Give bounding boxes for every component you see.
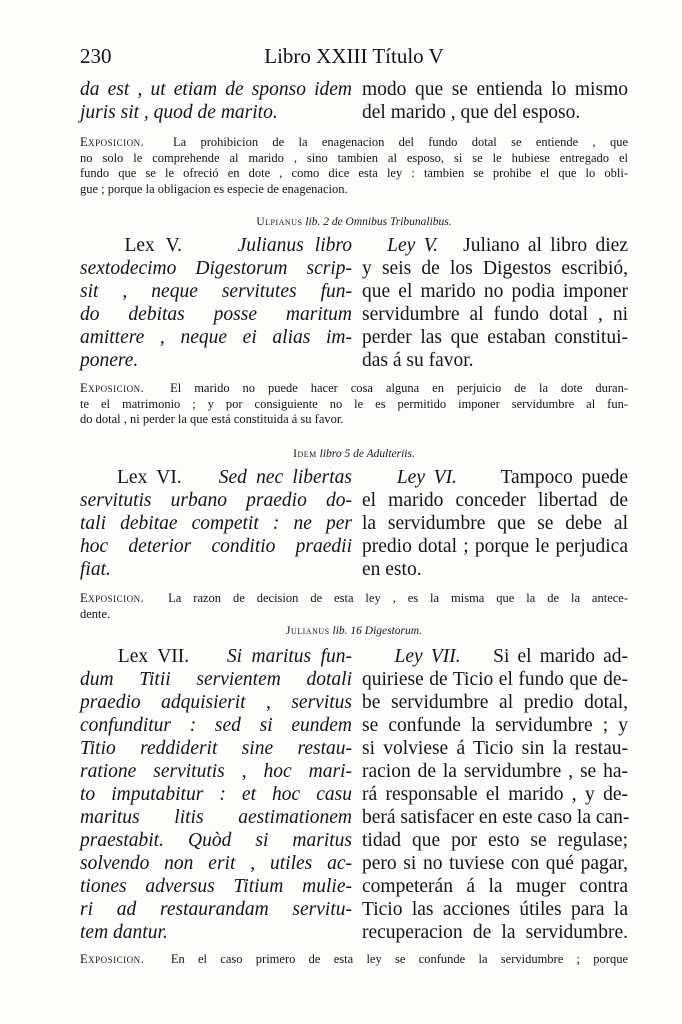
lex-heading: Lex VII. (117, 646, 190, 667)
spanish-text: Tampoco puede (500, 467, 629, 488)
spanish-line: del marido , que del esposo. (362, 102, 581, 123)
exposition-line: dente. (80, 606, 111, 621)
latin-line (80, 234, 352, 257)
spanish-line: competerán á la muger contra (362, 876, 628, 897)
latin-line: sit , neque servitutes fun- (80, 281, 352, 302)
latin-line: tem dantur. (80, 922, 168, 943)
latin-line (80, 466, 352, 489)
spanish-line: tidad que por esto se regulase; (362, 830, 628, 851)
ley-heading: Ley VII. (394, 646, 461, 667)
latin-line: tiones adversus Titium mulie- (80, 876, 352, 897)
latin-text: Julianus libro (237, 235, 353, 256)
spanish-line: si volviese á Ticio sin la restau- (362, 738, 628, 759)
latin-line: ri ad restaurandam servitu- (80, 899, 352, 920)
latin-line (80, 645, 352, 668)
exposition-label: Exposicion. (80, 591, 145, 605)
exposition-line (80, 952, 628, 968)
exposition-text: La prohibicion de la enagenacion del fundo dotal se entiende , que (172, 135, 628, 149)
latin-column (80, 466, 352, 581)
spanish-line: predio dotal ; porque le perjudica (362, 536, 628, 557)
exposition-text: El marido no puede hacer cosa alguna en perjuicio de la dote duran- (170, 381, 629, 395)
spanish-line: en esto. (362, 559, 422, 580)
exposition-3 (80, 591, 628, 622)
exposition-label: Exposicion. (80, 952, 145, 966)
spanish-text: Si el marido ad- (493, 646, 628, 667)
spanish-line: quiriese de Ticio el fundo que de- (362, 669, 628, 690)
latin-line: fiat. (80, 559, 111, 580)
spanish-line: y seis de los Digestos escribió, (362, 258, 628, 279)
source-citation (80, 448, 628, 460)
latin-line: solvendo non erit , utiles ac- (80, 853, 352, 874)
latin-line: tali debitae competit : ne per (80, 513, 352, 534)
latin-line: sextodecimo Digestorum scrip- (80, 258, 352, 279)
latin-line: to imputabitur : et hoc casu (80, 784, 352, 805)
exposition-4 (80, 952, 628, 968)
source-work: lib. 2 de Omnibus Tribunalibus. (305, 216, 452, 228)
spanish-text: Juliano al libro diez (463, 235, 628, 256)
spanish-line: be servidumbre al predio dotal, (362, 692, 628, 713)
latin-column (80, 645, 352, 944)
latin-line: do debitas posse maritum (80, 304, 352, 325)
spanish-line (362, 466, 628, 489)
exposition-text: En el caso primero de esta ley se confunde la servidumbre ; porque (170, 952, 629, 966)
spanish-column (362, 466, 628, 581)
spanish-line: modo que se entienda lo mismo (362, 79, 628, 100)
page-header (80, 44, 628, 70)
latin-line: Titio reddiderit sine restau- (80, 738, 352, 759)
source-author: Ulpianus (256, 216, 303, 228)
latin-line: ratione servitutis , hoc mari- (80, 761, 352, 782)
latin-line: ponere. (80, 350, 139, 371)
latin-line: da est , ut etiam de sponso idem (80, 79, 352, 100)
source-citation (80, 216, 628, 228)
exposition-text: La razon de decision de esta ley , es la misma que la de la antece- (168, 591, 629, 605)
source-work: libro 5 de Adulteriis. (319, 448, 415, 460)
spanish-column (362, 78, 628, 124)
latin-line: dum Titii servientem dotali (80, 669, 352, 690)
exposition-line: gue ; porque la obligacion es especie de enagenacion. (80, 181, 348, 196)
spanish-line: se confunde la servidumbre ; y (362, 715, 628, 736)
latin-line: hoc deterior conditio praedii (80, 536, 352, 557)
exposition-line: fundo que se le ofreció en dote , como dice esta ley : tambien se prohibe el que lo obli- (80, 166, 628, 180)
exposition-1 (80, 135, 628, 197)
latin-line: maritus litis aestimationem (80, 807, 352, 828)
exposition-line (80, 381, 628, 397)
spanish-line (362, 234, 628, 257)
exposition-line (80, 135, 628, 151)
lex-heading: Lex V. (124, 235, 183, 256)
spanish-line: pero si no tuviese con qué pagar, (362, 853, 628, 874)
spanish-line: Ticio las acciones útiles para la (362, 899, 628, 920)
latin-line: juris sit , quod de marito. (80, 102, 278, 123)
latin-line: confunditur : sed si eundem (80, 715, 352, 736)
spanish-column (362, 645, 628, 944)
spanish-line: servidumbre al fundo dotal , ni (362, 304, 628, 325)
source-author: Idem (293, 448, 317, 460)
spanish-line: rá responsable el marido , y de- (362, 784, 628, 805)
running-title: Libro XXIII Título V (264, 44, 444, 68)
exposition-label: Exposicion. (80, 381, 145, 395)
latin-column (80, 78, 352, 124)
ley-heading: Ley VI. (396, 467, 457, 488)
page-number: 230 (80, 44, 112, 68)
exposition-line (80, 591, 628, 607)
spanish-line: berá satisfacer en este caso la can- (362, 807, 630, 828)
spanish-line: recuperacion de la servidumbre. (362, 922, 628, 943)
latin-text: Sed nec libertas (218, 467, 353, 488)
exposition-2 (80, 381, 628, 428)
spanish-line: racion de la servidumbre , se ha- (362, 761, 628, 782)
source-citation (80, 625, 628, 637)
spanish-line (362, 645, 628, 668)
exposition-line: te el matrimonio ; y por consiguiente no le es permitido imponer servidumbre al fun- (80, 396, 628, 411)
source-author: Julianus (286, 625, 330, 637)
spanish-line: perder las que estaban constitui- (362, 327, 628, 348)
latin-column (80, 234, 352, 372)
latin-line: praestabit. Quòd si maritus (80, 830, 352, 851)
latin-text: Si maritus fun- (226, 646, 352, 667)
lex-heading: Lex VI. (117, 467, 182, 488)
latin-line: praedio adquisierit , servitus (80, 692, 352, 713)
latin-line: amittere , neque ei alias im- (80, 327, 352, 348)
exposition-line: no solo le comprehende al marido , sino tambien al esposo, si se le hubiese entregado el (80, 150, 628, 165)
ley-heading: Ley V. (387, 235, 438, 256)
spanish-line: el marido conceder libertad de (362, 490, 628, 511)
spanish-column (362, 234, 628, 372)
exposition-line: do dotal , ni perder la que está constituida á su favor. (80, 412, 344, 426)
spanish-line: das á su favor. (362, 350, 474, 371)
exposition-label: Exposicion. (80, 135, 145, 149)
latin-line: servitutis urbano praedio do- (80, 490, 352, 511)
spanish-line: que el marido no podia imponer (362, 281, 628, 302)
spanish-line: la servidumbre que se debe al (362, 513, 628, 534)
source-work: lib. 16 Digestorum. (332, 625, 422, 637)
